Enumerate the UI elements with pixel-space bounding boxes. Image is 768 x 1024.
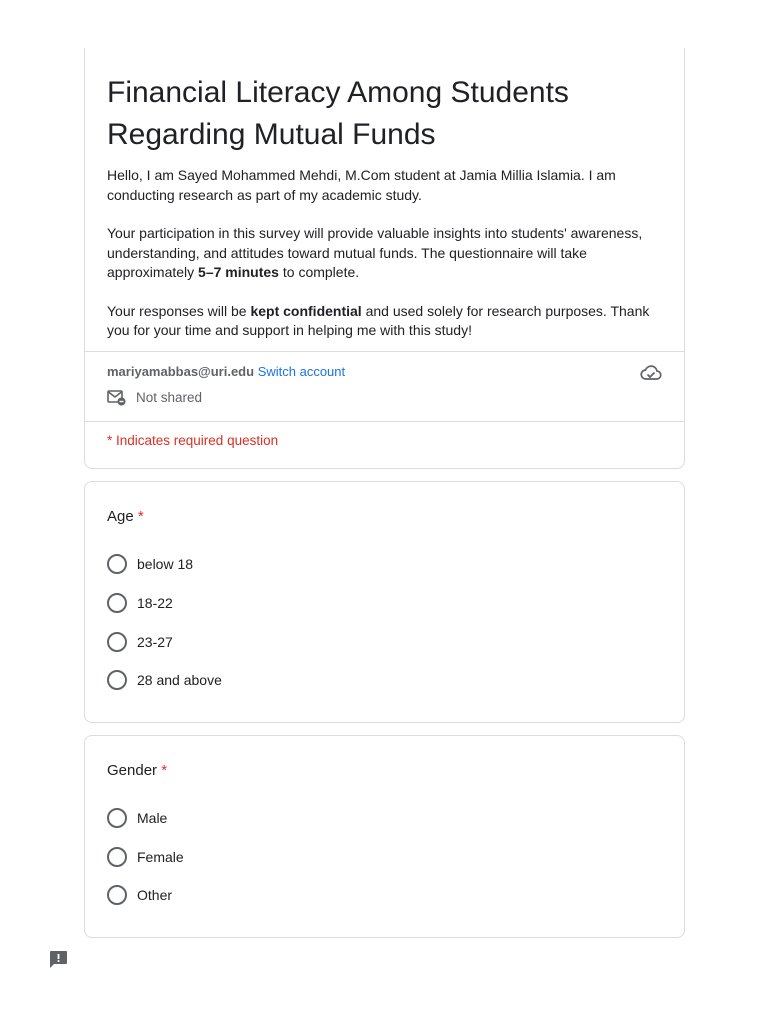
description-text: to complete. — [278, 264, 360, 280]
not-shared-label: Not shared — [136, 390, 203, 405]
radio-option-other[interactable] — [107, 885, 172, 905]
radio-option-female[interactable] — [107, 847, 184, 867]
radio-button[interactable] — [107, 554, 127, 574]
description-text: and used solely for research purposes. Thank you for your time and support in helping me with this study! — [107, 302, 650, 338]
account-email: mariyamabbas@uri.edu — [107, 364, 255, 379]
radio-option-23-27[interactable] — [107, 632, 173, 652]
option-label: Male — [137, 810, 168, 826]
option-label: 28 and above — [137, 672, 222, 688]
option-label: 18-22 — [137, 595, 173, 611]
description-paragraph-1: Hello, I am Sayed Mohammed Mehdi, M.Com student at Jamia Millia Islamia. I am conducting research as part of my academic study. — [107, 167, 616, 203]
cloud-saved-icon[interactable] — [640, 364, 662, 382]
radio-option-28-and-above[interactable] — [107, 670, 222, 690]
switch-account-link[interactable]: Switch account — [257, 364, 346, 379]
option-label: below 18 — [137, 556, 194, 572]
question-card-age — [84, 481, 685, 723]
divider — [85, 421, 684, 422]
divider — [85, 351, 684, 352]
radio-button[interactable] — [107, 808, 127, 828]
option-label: 23-27 — [137, 634, 173, 650]
question-title — [107, 762, 167, 779]
form-description — [107, 166, 667, 360]
question-card-gender — [84, 735, 685, 938]
mail-not-shared-icon — [107, 389, 126, 406]
required-asterisk: * — [161, 762, 168, 779]
radio-button[interactable] — [107, 593, 127, 613]
description-paragraph-2 — [107, 224, 667, 283]
radio-option-male[interactable] — [107, 808, 167, 828]
feedback-icon[interactable] — [49, 950, 68, 969]
question-label-gender: Gender — [107, 762, 158, 779]
radio-option-18-22[interactable] — [107, 593, 173, 613]
question-label-age: Age — [107, 508, 134, 525]
description-text: Your participation in this survey will provide valuable insights into students' awareness, understanding, and attitudes toward mutual funds. The questionnaire will take approximately — [107, 225, 643, 280]
radio-button[interactable] — [107, 632, 127, 652]
account-row — [107, 363, 345, 381]
radio-button[interactable] — [107, 847, 127, 867]
form-title: Financial Literacy Among Students Regarding Mutual Funds — [107, 76, 569, 151]
radio-button[interactable] — [107, 885, 127, 905]
required-asterisk: * — [137, 508, 144, 525]
required-question-note: * Indicates required question — [107, 433, 279, 448]
question-title — [107, 508, 144, 525]
option-label: Other — [137, 887, 173, 903]
description-bold-duration: 5–7 minutes — [198, 264, 279, 280]
option-label: Female — [137, 849, 184, 865]
description-bold-confidential: kept confidential — [250, 302, 362, 319]
not-shared-row — [107, 389, 202, 406]
radio-option-below-18[interactable] — [107, 554, 193, 574]
description-paragraph-3 — [107, 302, 667, 341]
form-header-card — [84, 48, 685, 469]
description-text: Your responses will be — [107, 302, 251, 319]
radio-button[interactable] — [107, 670, 127, 690]
